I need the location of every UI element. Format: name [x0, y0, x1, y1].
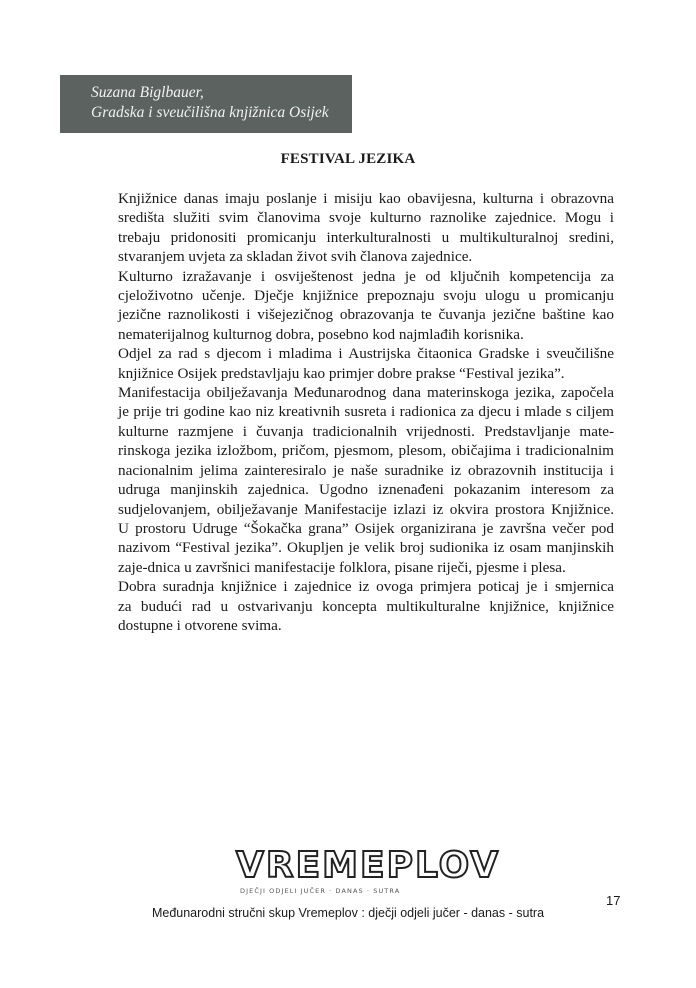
text-line: je prije tri godine kao niz kreativnih susreta i radionica za djecu i mlade s ciljem	[118, 403, 614, 421]
text-line: Odjel za rad s djecom i mladima i Austrijska čitaonica Gradske i sveučilišne	[118, 345, 614, 363]
text-line: dostupne i otvorene svima.	[118, 616, 282, 634]
text-line: sudjelovanjem, obilježavanje Manifestacije izlazi iz okvira prostora Knjižnice.	[118, 500, 614, 518]
author-institution: Gradska i sveučilišna knjižnica Osijek	[91, 104, 329, 121]
text-line: trebaju pridonositi promicanju interkulturalnosti u multikulturalnoj sredini,	[118, 228, 614, 246]
text-line: Kulturno izražavanje i osviještenost jedna je od ključnih kompetencija za	[118, 267, 614, 285]
page-number: 17	[606, 893, 621, 908]
logo-title: VREMEPLOV	[236, 845, 501, 886]
text-line: Dobra suradnja knjižnice i zajednice iz ovoga primjera poticaj je i smjernica	[118, 578, 614, 596]
logo-subtitle: DJEČJI ODJELI JUČER · DANAS · SUTRA	[240, 887, 401, 895]
text-line: U prostoru Udruge “Šokačka grana” Osijek organizirana je završna večer pod	[118, 519, 614, 537]
text-line: zaje-dnica u završnici manifestacije folklora, pisane riječi, pjesme i plesa.	[118, 558, 566, 576]
text-line: nazivom “Festival jezika”. Okupljen je velik broj sudionika iz osam manjinskih	[118, 539, 614, 557]
text-line: rinskoga jezika izložbom, pričom, pjesmom, plesom, običajima i tradicionalnim	[118, 442, 614, 460]
text-line: stvaranjem uvjeta za skladan život svih članova zajednice.	[118, 248, 473, 266]
text-line: nematerijalnog kulturnog dobra, posebno kod najmlađih korisnika.	[118, 325, 524, 343]
text-line: knjižnice Osijek predstavljaju kao primjer dobre prakse “Festival jezika”.	[118, 364, 565, 382]
text-line: Manifestacija obilježavanja Međunarodnog dana materinskoga jezika, započela	[118, 384, 614, 402]
article-body	[118, 189, 614, 635]
vremeplov-logo	[236, 845, 501, 895]
text-line: središta služiti svim članovima svoje kulturno raznolike zajednice. Mogu i	[118, 209, 614, 227]
text-line: za budući rad u ostvarivanju koncepta multikulturalne knjižnice, knjižnice	[118, 597, 614, 615]
author-box	[60, 75, 352, 133]
article-title: FESTIVAL JEZIKA	[280, 151, 416, 167]
footer-caption: Međunarodni stručni skup Vremeplov : dječji odjeli jučer - danas - sutra	[151, 906, 545, 920]
text-line: cjeloživotno učenje. Dječje knjižnice prepoznaju svoju ulogu u promicanju	[118, 287, 614, 305]
text-line: kulturne razmjene i čuvanja tradicionalnih vrijednosti. Predstavljanje mate-	[118, 422, 614, 440]
text-line: nacionalnim jelima zainteresiralo je naše suradnike iz obrazovnih institucija i	[118, 461, 614, 479]
text-line: jezične raznolikosti i višejezičnog obrazovanja te čuvanja jezične baštine kao	[118, 306, 614, 324]
text-line: Knjižnice danas imaju poslanje i misiju kao obavijesna, kulturna i obrazovna	[118, 190, 614, 207]
text-line: udruga manjinskih zajednica. Ugodno iznenađeni pokazanim interesom za	[118, 481, 614, 499]
author-name: Suzana Biglbauer,	[91, 84, 204, 101]
